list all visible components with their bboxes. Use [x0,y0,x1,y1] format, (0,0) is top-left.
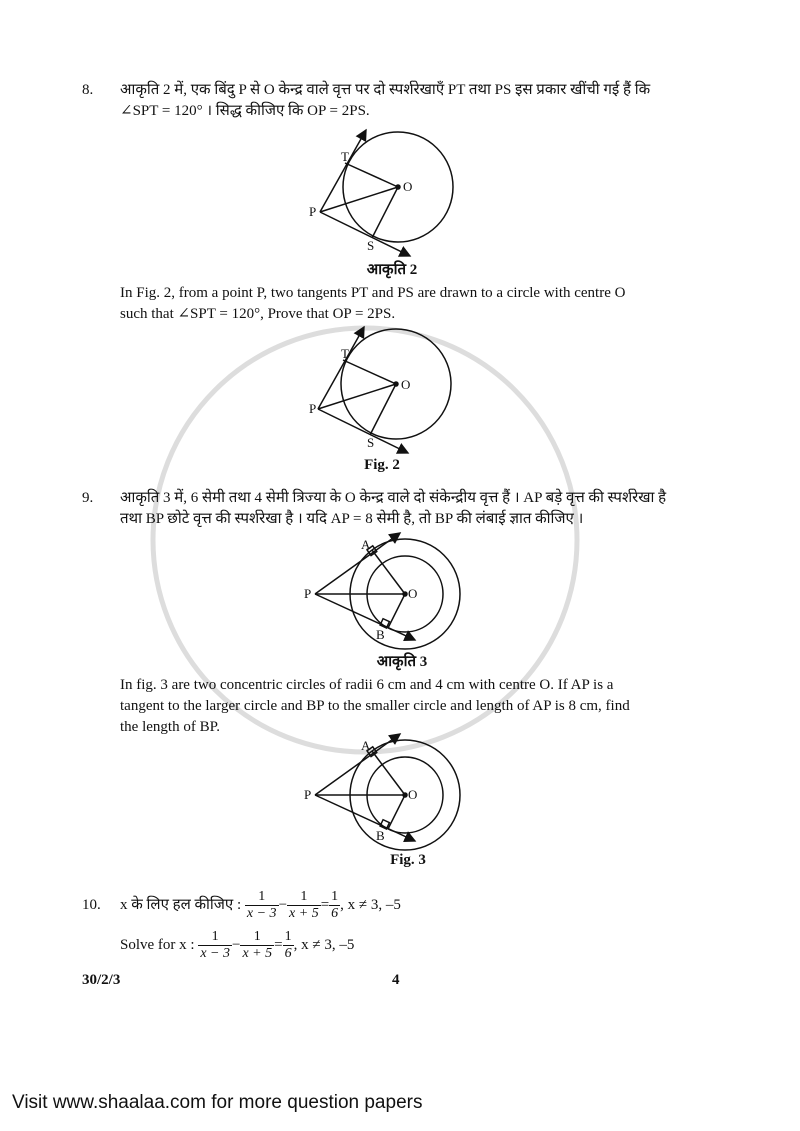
q10-english-equation [120,925,354,965]
figure-2-english [318,327,451,453]
denominator: 6 [284,946,292,962]
q10-hindi-prefix: x के लिए हल कीजिए : [120,897,242,913]
label-P: P [309,401,317,416]
minus: − [278,897,288,913]
equals: = [274,937,283,953]
minus: − [232,937,241,953]
condition: , x ≠ 3, –5 [293,937,355,953]
numerator: 1 [331,889,339,905]
fig2-english-caption: Fig. 2 [364,457,400,473]
label-A: A [361,537,371,552]
figure-3-hindi [315,533,460,649]
label-O: O [401,377,411,392]
numerator: 1 [258,889,266,905]
q9-english-line3: the length of BP. [120,719,220,735]
denominator: x − 3 [200,946,230,962]
label-P: P [304,586,312,601]
label-O: O [408,586,418,601]
fig3-hindi-caption: आकृति 3 [376,654,428,670]
numerator: 1 [211,929,219,945]
q10-hindi-equation [120,885,401,925]
fig3-english-caption: Fig. 3 [390,852,426,868]
denominator: x + 5 [289,906,319,922]
label-T: T [341,149,349,164]
numerator: 1 [284,929,292,945]
q8-english-line1: In Fig. 2, from a point P, two tangents PT and PS are drawn to a circle with centre O [120,285,626,301]
figure-2-hindi [320,130,453,256]
condition: , x ≠ 3, –5 [340,897,401,913]
denominator: x − 3 [246,906,277,922]
q10-number: 10. [82,897,101,913]
label-B: B [376,627,385,642]
equals: = [320,897,330,913]
q9-hindi-line2: तथा BP छोटे वृत्त की स्पर्शरेखा है । यदि AP = 8 सेमी है, तो BP की लंबाई ज्ञात कीजिए । [120,511,584,527]
q8-hindi-line2: ∠SPT = 120° । सिद्ध कीजिए कि OP = 2PS. [120,103,370,119]
label-B: B [376,828,385,843]
paper-code: 30/2/3 [82,972,121,988]
denominator: 6 [331,906,339,922]
fig2-hindi-caption: आकृति 2 [366,262,418,278]
label-P: P [304,787,312,802]
q10-english-prefix: Solve for x : [120,937,195,953]
label-A: A [361,738,371,753]
q8-number: 8. [82,82,94,98]
numerator: 1 [253,929,261,945]
q9-english-line1: In fig. 3 are two concentric circles of radii 6 cm and 4 cm with centre O. If AP is a [120,677,614,693]
page-number: 4 [392,972,400,988]
label-O: O [403,179,413,194]
label-O: O [408,787,418,802]
figure-3-english [315,734,460,850]
footer-banner-link[interactable]: Visit www.shaalaa.com for more question papers [12,1092,423,1113]
label-S: S [367,435,375,450]
denominator: x + 5 [242,946,273,962]
q9-english-line2: tangent to the larger circle and BP to the smaller circle and length of AP is 8 cm, find [120,698,630,714]
q8-hindi-line1: आकृति 2 में, एक बिंदु P से O केन्द्र वाले वृत्त पर दो स्पर्शरेखाएँ PT तथा PS इस प्रकार खींची गई हैं कि [120,82,651,98]
label-T: T [341,346,349,361]
label-S: S [367,238,375,253]
numerator: 1 [300,889,308,905]
q9-hindi-line1: आकृति 3 में, 6 सेमी तथा 4 सेमी त्रिज्या के O केन्द्र वाले दो संकेन्द्रीय वृत्त हैं । AP बड़े वृत्त की स्पर्शरेखा है [120,490,667,506]
q8-english-line2: such that ∠SPT = 120°, Prove that OP = 2PS. [120,306,396,322]
label-P: P [309,204,317,219]
q9-number: 9. [82,490,94,506]
